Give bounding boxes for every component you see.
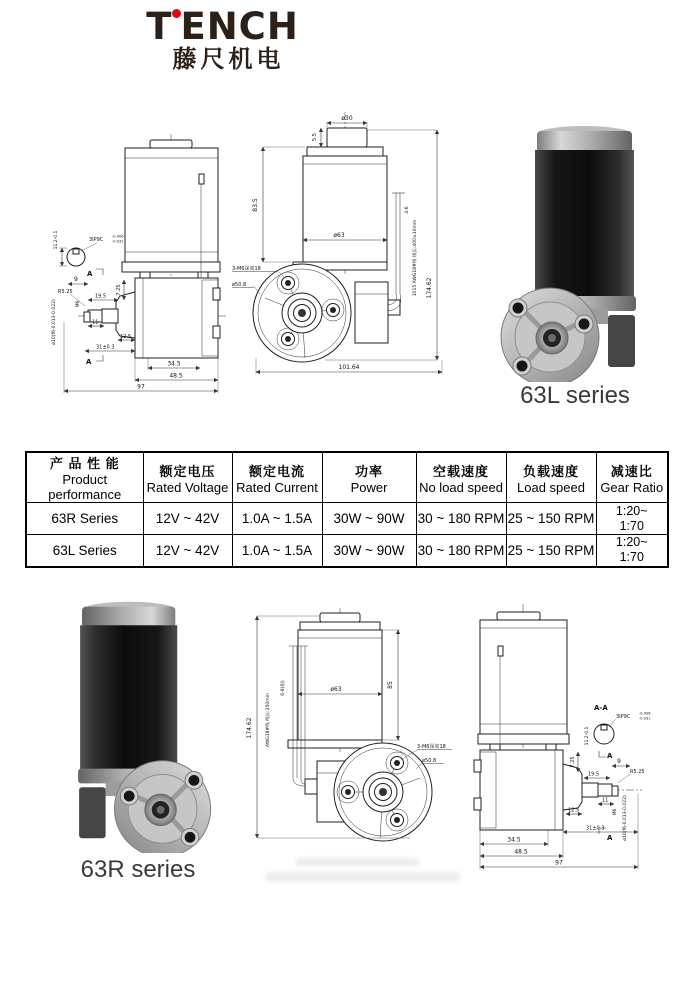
col-header-power <box>322 452 416 503</box>
photo-label-63r: 63R series <box>80 856 196 883</box>
drawing-front-view-bottom <box>240 600 485 900</box>
dim-label-r525: R5.25 <box>630 769 645 775</box>
dim-label-r525: R5.25 <box>58 289 73 295</box>
col-header-gear-ratio <box>596 452 668 503</box>
dim-label-835: 83.5 <box>252 198 259 212</box>
cell-voltage: 12V ~ 42V <box>143 503 232 535</box>
header-zh: 空载速度 <box>432 463 489 479</box>
col-header-current <box>232 452 322 503</box>
watermark-smudge <box>265 872 460 882</box>
dim-label-flange: ø50.8 <box>422 758 437 764</box>
dim-label-total: 174.62 <box>246 717 253 739</box>
cell-power: 30W ~ 90W <box>322 535 416 567</box>
dim-label-97: 97 <box>555 859 563 867</box>
gear-ratio-line1: 1:20~ <box>615 535 648 550</box>
dim-label-345: 34.5 <box>167 360 181 368</box>
dim-label-detail-h: 11.2-0.1 <box>585 726 590 746</box>
brand-logo-subtitle: 藤尺机电 <box>172 46 285 73</box>
cell-load-speed: 25 ~ 150 RPM <box>506 535 596 567</box>
cell-current: 1.0A ~ 1.5A <box>232 503 322 535</box>
dim-label-11: 11 <box>602 797 609 804</box>
dim-label-width: 101.64 <box>338 364 360 371</box>
drawing-side-view-right <box>460 600 700 890</box>
cell-series-name: 63L Series <box>26 535 143 567</box>
cell-series-name: 63R Series <box>26 503 143 535</box>
dim-label-485: 48.5 <box>514 848 528 856</box>
dim-label-11: 11 <box>92 319 99 326</box>
photo-label-63l: 63L series <box>520 382 630 409</box>
cell-load-speed: 25 ~ 150 RPM <box>506 503 596 535</box>
dim-label-345: 34.5 <box>507 836 521 844</box>
dim-label-total: 174.62 <box>426 277 433 299</box>
header-zh: 产 品 性 能 <box>49 456 120 471</box>
section-marker-a-top: A <box>607 752 613 760</box>
cell-power: 30W ~ 90W <box>322 503 416 535</box>
col-header-load-speed <box>506 452 596 503</box>
brand-logo-letters: ENCH <box>180 5 299 48</box>
dim-label-screws: 3-M6深度18 <box>417 744 446 750</box>
dim-label-485: 48.5 <box>169 372 183 380</box>
col-header-voltage <box>143 452 232 503</box>
header-en: Gear Ratio <box>600 479 664 495</box>
dim-label-keyway-tol-bot: -0.031 <box>639 716 651 721</box>
section-marker-a-bottom: A <box>86 358 92 366</box>
header-en: Rated Voltage <box>146 479 229 495</box>
table-header-row <box>26 452 668 503</box>
product-photo-63l <box>480 112 670 382</box>
dim-label-85: 85 <box>387 681 394 689</box>
dim-label-wire-spec: 1015 AWG18#线 线长:400±10mm <box>413 219 418 297</box>
drawing-front-view-top <box>225 98 470 388</box>
cell-gear-ratio <box>596 503 668 535</box>
dim-label-flange: ø50.8 <box>232 282 247 288</box>
gearbox-face <box>253 264 351 362</box>
cell-no-load-speed: 30 ~ 180 RPM <box>416 535 506 567</box>
dim-label-screws: 3-M6深度18 <box>232 266 261 272</box>
dim-label-m6: M6 <box>613 808 618 816</box>
gear-ratio-line1: 1:20~ <box>615 503 648 518</box>
cell-no-load-speed: 30 ~ 180 RPM <box>416 503 506 535</box>
product-photo-63r <box>38 588 238 853</box>
dim-label-195: 19.5 <box>588 771 600 778</box>
dim-label-o63: ø63 <box>333 232 345 239</box>
dim-label-55: 5.5 <box>312 133 318 141</box>
dim-label-125: 12.5 <box>568 807 580 814</box>
dim-label-keyway: 3IP9C <box>616 714 631 720</box>
gearbox-face <box>334 743 432 841</box>
header-zh: 功率 <box>354 463 383 479</box>
dim-label-wires: 6-8(根) <box>281 680 286 696</box>
section-marker-a-bottom: A <box>607 834 613 842</box>
header-zh: 负载速度 <box>522 463 579 479</box>
cell-voltage: 12V ~ 42V <box>143 535 232 567</box>
header-en: Product performance <box>48 472 122 502</box>
spec-table <box>25 451 669 568</box>
dim-label-725: 7.25 <box>116 284 122 296</box>
dim-label-97: 97 <box>137 383 145 391</box>
table-row-63l <box>26 535 668 567</box>
cell-current: 1.0A ~ 1.5A <box>232 535 322 567</box>
dim-label-m6: M6 <box>76 300 81 308</box>
header-zh: 额定电流 <box>248 463 305 479</box>
dim-label-keyway-tol-top: -0.006 <box>639 711 651 716</box>
section-marker-a-top: A <box>87 270 93 278</box>
col-header-performance <box>26 452 143 503</box>
motor-outline <box>78 134 226 358</box>
dim-label-shaft-spec: ø10(f6-0.013-0.022) <box>623 795 628 841</box>
dim-label-31: 31±0.3 <box>586 825 605 832</box>
section-label-aa: A-A <box>594 704 608 712</box>
gear-ratio-line2: 1:70 <box>619 550 644 565</box>
watermark-smudge <box>295 858 420 866</box>
dim-label-195: 19.5 <box>95 293 107 300</box>
header-zh: 减速比 <box>610 463 653 479</box>
dim-label-shaft-spec: ø10(f6-0.013-0.022) <box>52 299 57 345</box>
dim-label-wires: 4-6 <box>405 206 410 214</box>
keyway-detail <box>584 704 651 745</box>
gear-ratio-line2: 1:70 <box>619 518 644 533</box>
dim-label-o63: ø63 <box>330 686 342 693</box>
dim-label-wire-spec: AWG18#线 线长:350mm <box>266 692 271 748</box>
dim-label-keyway-tol-top: -0.006 <box>112 234 124 239</box>
dim-label-9: 9 <box>74 276 78 283</box>
header-en: No load speed <box>419 479 503 495</box>
dim-label-9: 9 <box>617 758 621 765</box>
dim-label-31: 31±0.3 <box>96 344 115 351</box>
header-zh: 额定电压 <box>159 463 216 479</box>
table-row-63r <box>26 503 668 535</box>
dim-label-detail-h: 11.2-0.1 <box>54 230 59 250</box>
keyway-detail <box>67 248 85 266</box>
cell-gear-ratio <box>596 535 668 567</box>
header-en: Rated Current <box>236 479 318 495</box>
dim-label-keyway-tol-bot: -0.031 <box>112 239 124 244</box>
header-en: Load speed <box>517 479 585 495</box>
brand-logo-wordmark <box>140 5 305 48</box>
brand-logo-letter-t: T <box>146 5 173 48</box>
dim-label-125: 12.5 <box>120 334 132 340</box>
dim-label-keyway: 3IP9C <box>89 237 104 243</box>
brand-logo <box>140 5 305 73</box>
header-en: Power <box>350 479 388 495</box>
dim-label-o30: ø30 <box>341 115 353 122</box>
dim-label-725: 7.25 <box>570 756 576 768</box>
col-header-no-load-speed <box>416 452 506 503</box>
